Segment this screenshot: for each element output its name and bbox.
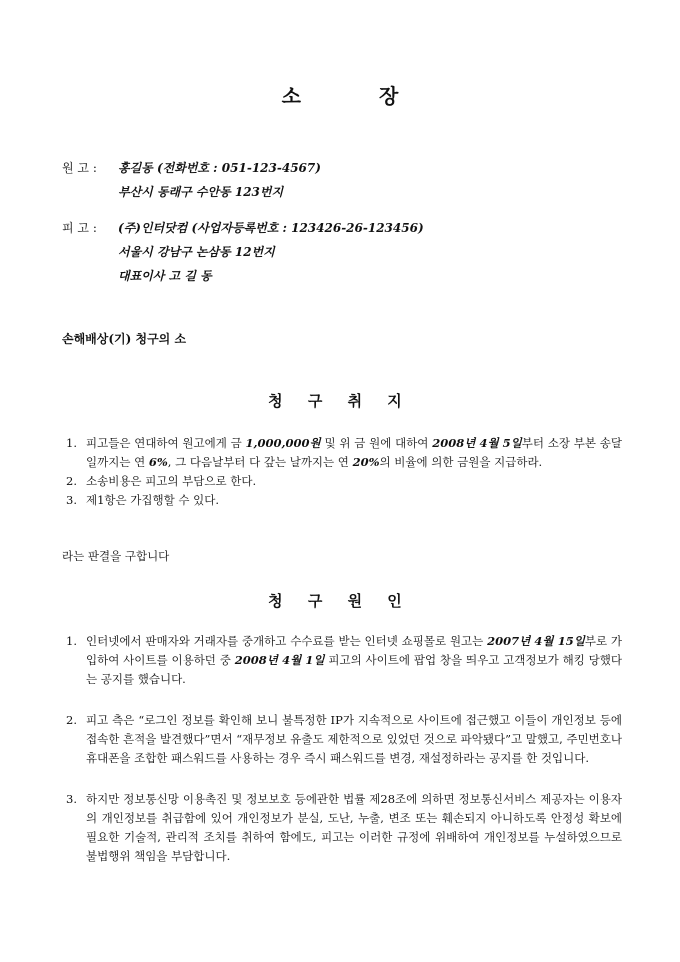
document-title: [0, 80, 680, 109]
claim-amount: 1,000,000원: [245, 436, 321, 450]
cause-text: 피고 측은 “로그인 정보를 확인해 보니 불특정한 IP가 지속적으로 사이트에 접근했고 이들이 개인정보 등에 접속한 흔적을 발견했다”면서 “재무정보 유출도 제한적으로 있었던 것으로 파악됐다”고 말했고, 주민번호나 휴대폰을 조합한 패스워드를 사용하는 경우 즉시 패스워드를 변경, 재설정하라는 공지를 한 것입니다.: [86, 713, 622, 765]
claim-text: 피고들은 연대하여 원고에게 금 1,000,000원 및 위 금 원에 대하여 2008년 4월 5일부터 소장 부본 송달일까지는 연 6%, 그 다음날부터 다 갚는 날까지는 연 20%의 비율에 의한 금원을 지급하라.: [86, 436, 622, 469]
defendant-name-regno: (주)인터닷컴 (사업자등록번호 : 123426-26-123456): [118, 221, 424, 235]
claim-rate-1: 6%: [148, 455, 168, 469]
claim-number: 2.: [66, 474, 77, 488]
claim-text: 소송비용은 피고의 부담으로 한다.: [86, 474, 257, 488]
claim-text: 제1항은 가집행할 수 있다.: [86, 493, 220, 507]
claim-date: 2008년 4월 5일: [432, 436, 522, 450]
claims-list: [62, 434, 622, 510]
defendant-representative: 대표이사 고 길 동: [118, 269, 212, 283]
cause-date-2: 2008년 4월 1일: [234, 653, 325, 667]
claim-number: 1.: [66, 436, 77, 450]
claim-item: [62, 434, 622, 472]
defendant-address: 서울시 강남구 논삼동 12번지: [118, 245, 275, 259]
plaintiff-address: 부산시 동래구 수안동 123번지: [118, 185, 284, 199]
causes-list: [62, 632, 622, 888]
claim-rate-2: 20%: [352, 455, 380, 469]
claim-number: 3.: [66, 493, 77, 507]
claim-item: [62, 472, 622, 491]
cause-number: 3.: [66, 792, 77, 806]
claims-heading: 청 구 취 지: [268, 392, 412, 410]
title-char-left: 소: [281, 84, 301, 108]
claims-closing: 라는 판결을 구합니다: [62, 549, 170, 563]
cause-number: 1.: [66, 634, 77, 648]
plaintiff-role: 원 고 :: [62, 161, 97, 175]
causes-heading: 청 구 원 인: [268, 592, 412, 610]
cause-item: [62, 632, 622, 689]
title-char-right: 장: [379, 84, 399, 108]
cause-item: [62, 790, 622, 866]
defendant-block: [62, 216, 424, 288]
defendant-role: 피 고 :: [62, 221, 97, 235]
cause-item: [62, 711, 622, 768]
cause-text: 인터넷에서 판매자와 거래자를 중개하고 수수료를 받는 인터넷 쇼핑몰로 원고는 2007년 4월 15일부로 가입하여 사이트를 이용하던 중 2008년 4월 1일 피고의 사이트에 팝업 창을 띄우고 고객정보가 해킹 당했다는 공지를 했습니다.: [86, 634, 623, 686]
plaintiff-block: [62, 156, 321, 204]
plaintiff-name-phone: 홍길동 (전화번호 : 051-123-4567): [118, 161, 321, 175]
cause-number: 2.: [66, 713, 77, 727]
cause-text: 하지만 정보통신망 이용촉진 및 정보보호 등에관한 법률 제28조에 의하면 정보통신서비스 제공자는 이용자의 개인정보를 취급함에 있어 개인정보가 분실, 도난, 누출, 변조 또는 훼손되지 아니하도록 안정성 확보에 필요한 기술적, 관리적 조치를 취하여 함에도, 피고는 이러한 규정에 위배하여 개인정보를 누설하였으므로 불법행위 책임을 부담합니다.: [86, 792, 622, 863]
claim-item: [62, 491, 622, 510]
case-name: 손해배상(기) 청구의 소: [62, 332, 187, 346]
cause-date-1: 2007년 4월 15일: [487, 634, 585, 648]
